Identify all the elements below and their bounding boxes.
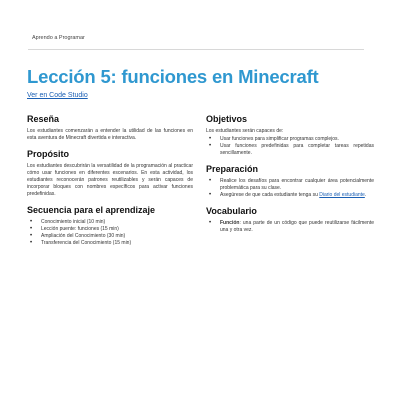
resena-section bbox=[27, 114, 193, 142]
list-item: • Conocimiento inicial (10 min) bbox=[27, 219, 193, 226]
preparacion-item2-prefix: Asegúrese de que cada estudiante tenga su bbox=[220, 192, 320, 198]
secuencia-heading: Secuencia para el aprendizaje bbox=[27, 205, 156, 215]
resena-heading: Reseña bbox=[27, 114, 60, 124]
preparacion-heading: Preparación bbox=[206, 164, 259, 174]
list-item bbox=[206, 192, 374, 199]
proposito-heading: Propósito bbox=[27, 149, 69, 159]
list-item: • Lección puente: funciones (15 min) bbox=[27, 226, 193, 233]
secuencia-list bbox=[27, 219, 193, 247]
list-item bbox=[206, 220, 374, 234]
proposito-section bbox=[27, 149, 193, 198]
preparacion-section bbox=[206, 164, 374, 199]
list-item: • Transferencia del Conocimiento (15 min) bbox=[27, 240, 193, 247]
resena-text: Los estudiantes comenzarán a entender la utilidad de las funciones en esta aventura de Minecraft divertida e interactiva. bbox=[27, 128, 193, 141]
vocabulario-heading: Vocabulario bbox=[206, 206, 257, 216]
vocab-term: Función bbox=[220, 220, 240, 226]
header-divider bbox=[28, 49, 364, 50]
code-studio-link[interactable]: Ver en Code Studio bbox=[27, 92, 88, 99]
vocabulario-section bbox=[206, 206, 374, 234]
vocabulario-list bbox=[206, 220, 374, 234]
page-title: Lección 5: funciones en Minecraft bbox=[27, 66, 319, 87]
list-item: • Usar funciones para simplificar programas complejos. bbox=[206, 136, 374, 143]
list-item: • Ampliación del Conocimiento (30 min) bbox=[27, 233, 193, 240]
secuencia-section bbox=[27, 205, 193, 247]
vocab-definition: : una parte de un código que puede reutilizarse fácilmente una y otra vez. bbox=[220, 220, 374, 233]
preparacion-item2-suffix: . bbox=[364, 192, 367, 198]
proposito-text: Los estudiantes descubrirán la versatilidad de la programación al practicar cómo usar funciones en diferentes escenarios. En esta actividad, los estudiantes reconocerán patrones reutilizables y serán capaces de incorporar bloques con nombres específicos para activar funciones predefinidas. bbox=[27, 163, 193, 197]
page-header: Aprendo a Programar bbox=[32, 35, 85, 41]
objetivos-heading: Objetivos bbox=[206, 114, 248, 124]
list-item: • Usar funciones predefinidas para completar tareas repetidas sencillamente. bbox=[206, 143, 374, 157]
objetivos-section bbox=[206, 114, 374, 157]
preparacion-list bbox=[206, 178, 374, 199]
left-column bbox=[27, 114, 193, 254]
list-item: • Realice los desafíos para encontrar cualquier área potencialmente problemática para su clase. bbox=[206, 178, 374, 192]
objetivos-list bbox=[206, 136, 374, 157]
diario-link[interactable]: Diario del estudiante bbox=[319, 192, 365, 198]
right-column bbox=[206, 114, 374, 241]
objetivos-intro: Los estudiantes serán capaces de: bbox=[206, 128, 284, 134]
